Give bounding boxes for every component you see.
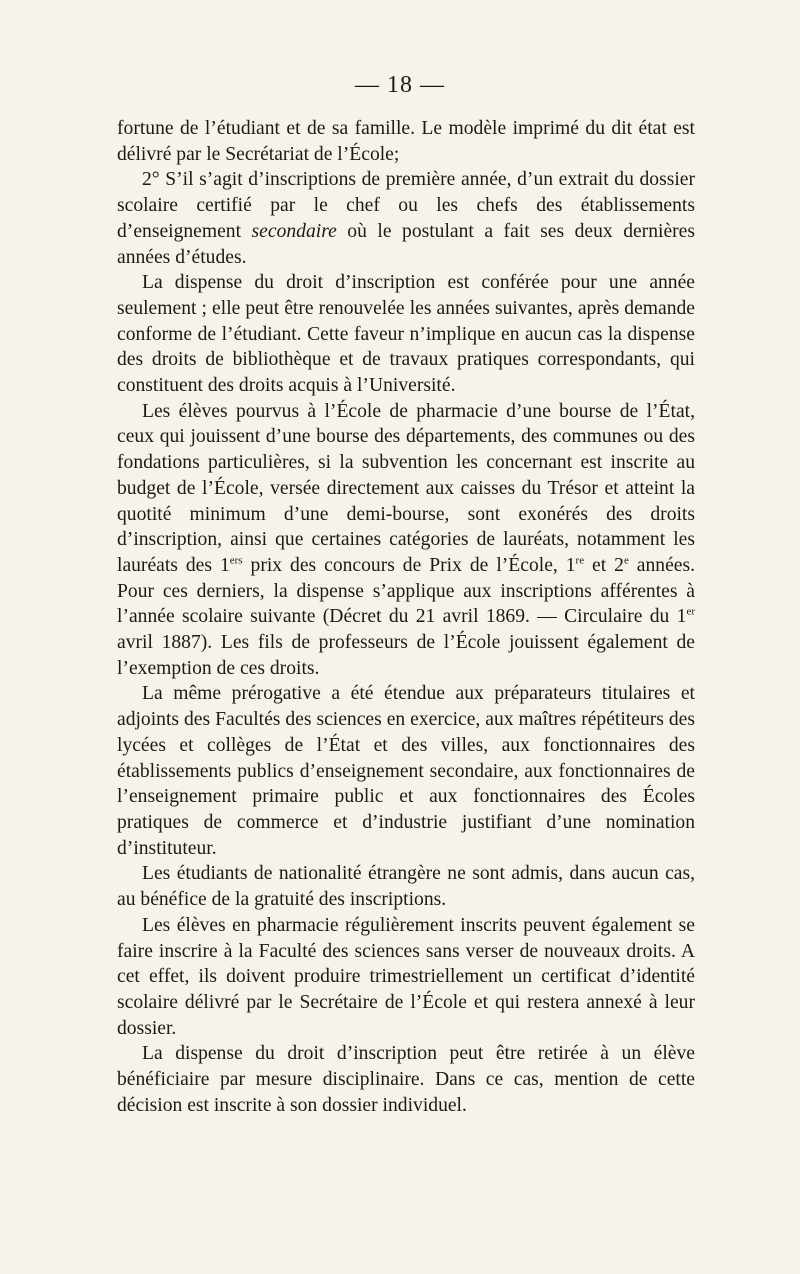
paragraph-4-text-a: Les élèves pourvus à l’École de pharmacie d’une bourse de l’État, ceux qui jouissent d’une bourse des départements, des communes ou des fondations particulières, si la subvention les concernant est inscrite au budget de l’École, versée directement aux caisses du Trésor et atteint la quotité minimum d’une demi-bourse, sont exonérés des droits d’inscription, ainsi que certaines catégories de lauréats, notamment les lauréats des 1 [117, 400, 695, 576]
paragraph-4 [117, 399, 695, 682]
paragraph-1: fortune de l’étudiant et de sa famille. Le modèle imprimé du dit état est délivré par le Secrétariat de l’École; [117, 118, 695, 165]
paragraph-4-text-c: et 2 [584, 554, 624, 576]
body-text [117, 116, 695, 1118]
paragraph-8: La dispense du droit d’inscription peut être retirée à un élève bénéficiaire par mesure disciplinaire. Dans ce cas, mention de cette décision est inscrite à son dossier individuel. [117, 1043, 695, 1116]
paragraph-4-text-e: avril 1887). Les fils de professeurs de l’École jouissent également de l’exemption de ces droits. [117, 632, 695, 679]
paragraph-3: La dispense du droit d’inscription est conférée pour une année seulement ; elle peut être renouvelée les années suivantes, après demande conforme de l’étudiant. Cette faveur n’implique en aucun cas la dispense des droits de bibliothèque et de travaux pratiques correspondants, qui constituent des droits acquis à l’Université. [117, 272, 695, 397]
paragraph-5: La même prérogative a été étendue aux préparateurs titulaires et adjoints des Facultés des sciences en exercice, aux maîtres répétiteurs des lycées et collèges de l’État et des villes, aux fonctionnaires des établissements publics d’enseignement secondaire, aux fonctionnaires de l’enseignement primaire public et aux fonctionnaires des Écoles pratiques de commerce et d’industrie justifiant d’une nomination d’instituteur. [117, 683, 695, 859]
paragraph-4-text-d: années. Pour ces derniers, la dispense s’applique aux inscriptions afférentes à l’année scolaire suivante (Décret du 21 avril 1869. — Circulaire du 1 [117, 554, 696, 628]
superscript-re: re [575, 554, 585, 567]
superscript-ers: ers [229, 554, 243, 567]
paragraph-2-text-b: où le postulant a fait ses deux dernières années d’études. [117, 220, 695, 268]
paragraph-2-text-a: 2° S’il s’agit d’inscriptions de première année, d’un extrait du dossier scolaire certifié par le chef ou les chefs des établissements d’enseignement [117, 169, 695, 242]
paragraph-2 [117, 167, 695, 270]
paragraph-6: Les étudiants de nationalité étrangère ne sont admis, dans aucun cas, au bénéfice de la gratuité des inscriptions. [117, 863, 695, 911]
paragraph-2-emphasis: secondaire [251, 220, 337, 242]
paragraph-7: Les élèves en pharmacie régulièrement inscrits peuvent également se faire inscrire à la Faculté des sciences sans verser de nouveaux droits. A cet effet, ils doivent produire trimestriellement un certificat d’identité scolaire délivré par le Secrétaire de l’École et qui restera annexé à leur dossier. [117, 914, 695, 1039]
superscript-er: er [686, 605, 695, 618]
paragraph-4-text-b: prix des concours de Prix de l’École, 1 [242, 554, 576, 576]
superscript-e: e [623, 554, 629, 567]
page-number: — 18 — [355, 72, 445, 98]
